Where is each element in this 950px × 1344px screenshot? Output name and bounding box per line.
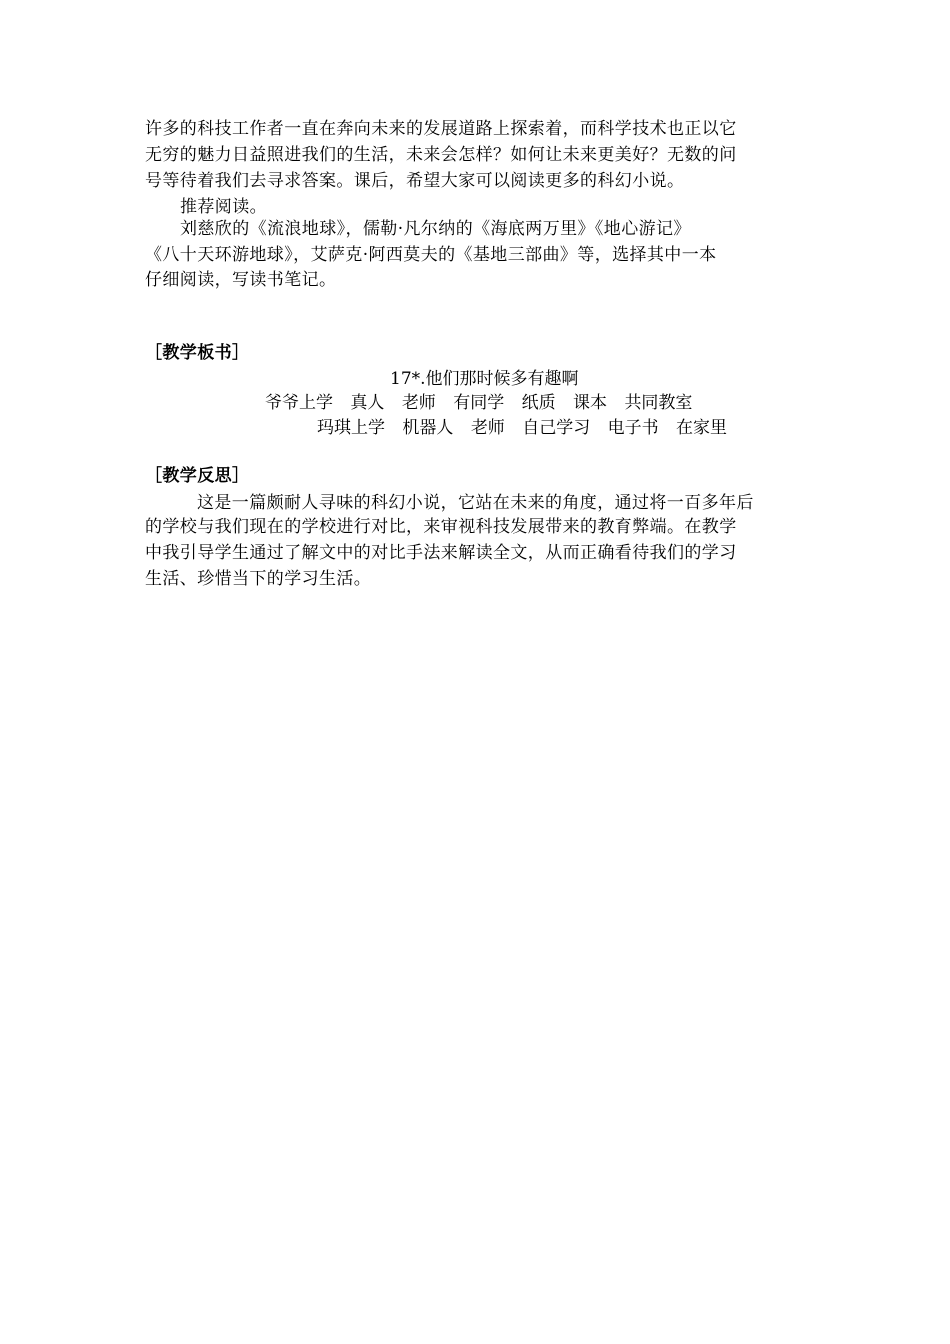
board-cell: 老师: [470, 418, 505, 438]
paragraph-line: 号等待着我们去寻求答案。课后，希望大家可以阅读更多的科幻小说。: [145, 171, 685, 191]
board-cell: 自己学习: [522, 418, 591, 438]
board-cell: 老师: [401, 393, 436, 413]
board-cell: 在家里: [676, 418, 728, 438]
paragraph-line: 的学校与我们现在的学校进行对比，来审视科技发展带来的教育弊端。在教学: [145, 517, 737, 537]
paragraph-line: 无穷的魅力日益照进我们的生活，未来会怎样？如何让未来更美好？无数的问: [145, 145, 737, 165]
board-row-grandpa: [265, 391, 692, 415]
paragraph-line: 中我引导学生通过了解文中的对比手法来解读全文，从而正确看待我们的学习: [145, 543, 737, 563]
paragraph-line: 仔细阅读，写读书笔记。: [145, 270, 337, 290]
board-cell: 纸质: [521, 393, 556, 413]
board-cell: 爷爷上学: [265, 393, 333, 413]
board-cell: 玛琪上学: [317, 418, 385, 438]
board-cell: 共同教室: [624, 393, 693, 413]
paragraph-line: 刘慈欣的《流浪地球》，儒勒·凡尔纳的《海底两万里》《地心游记》: [180, 219, 691, 239]
paragraph-line: 这是一篇颇耐人寻味的科幻小说，它站在未来的角度，通过将一百多年后: [197, 493, 754, 513]
paragraph-line: 推荐阅读。: [180, 197, 267, 217]
paragraph-line: 生活、珍惜当下的学习生活。: [145, 569, 372, 589]
reflection-heading: ［教学反思］: [145, 466, 250, 486]
board-cell: 课本: [573, 393, 608, 413]
board-heading: ［教学板书］: [145, 343, 250, 363]
paragraph-line: 许多的科技工作者一直在奔向未来的发展道路上探索着，而科学技术也正以它: [145, 119, 737, 139]
board-cell: 真人: [350, 393, 385, 413]
board-row-margie: [317, 416, 727, 440]
board-cell: 有同学: [453, 393, 505, 413]
paragraph-line: 《八十天环游地球》，艾萨克·阿西莫夫的《基地三部曲》等，选择其中一本: [145, 245, 717, 265]
board-cell: 机器人: [402, 418, 454, 438]
board-cell: 电子书: [607, 418, 659, 438]
board-title: 17*.他们那时候多有趣啊: [390, 369, 579, 389]
